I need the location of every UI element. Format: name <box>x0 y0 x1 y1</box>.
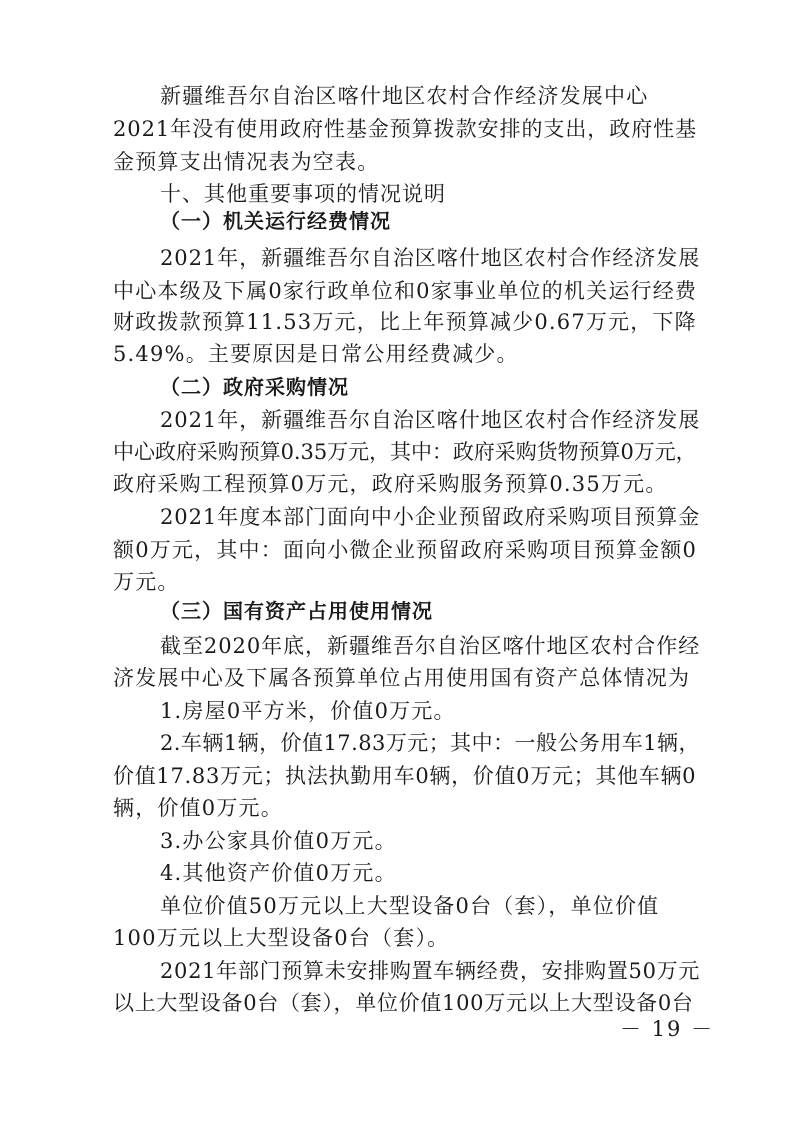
text-line: 2021年，新疆维吾尔自治区喀什地区农村合作经济发展 <box>160 408 701 432</box>
text-line: 100万元以上大型设备0台（套）。 <box>113 926 450 950</box>
section-heading: 十、其他重要事项的情况说明 <box>160 182 446 206</box>
subsection-heading: （一）机关运行经费情况 <box>160 209 391 233</box>
text-line: 2.车辆1辆，价值17.83万元；其中：一般公务用车1辆， <box>160 731 700 755</box>
text-line: 辆，价值0万元。 <box>113 796 283 820</box>
text-line: 财政拨款预算11.53万元，比上年预算减少0.67万元，下降 <box>113 310 697 334</box>
text-line: 3.办公家具价值0万元。 <box>160 829 397 853</box>
text-line: 2021年部门预算未安排购置车辆经费，安排购置50万元 <box>160 959 701 983</box>
text-line: 价值17.83万元；执法执勤用车0辆，价值0万元；其他车辆0 <box>113 764 697 788</box>
text-line: 截至2020年底，新疆维吾尔自治区喀什地区农村合作经 <box>160 634 701 658</box>
text-line: 1.房屋0平方米，价值0万元。 <box>160 699 456 723</box>
text-line: 2021年没有使用政府性基金预算拨款安排的支出，政府性基 <box>113 117 698 141</box>
text-line: 政府采购工程预算0万元，政府采购服务预算0.35万元。 <box>113 472 668 496</box>
subsection-heading: （二）政府采购情况 <box>160 375 349 399</box>
text-line: 新疆维吾尔自治区喀什地区农村合作经济发展中心 <box>160 84 649 108</box>
text-line: 额0万元，其中：面向小微企业预留政府采购项目预算金额0 <box>113 538 698 562</box>
text-line: 2021年度本部门面向中小企业预留政府采购项目预算金 <box>160 505 701 529</box>
text-line: 5.49%。主要原因是日常公用经费减少。 <box>113 342 519 366</box>
text-line: 2021年，新疆维吾尔自治区喀什地区农村合作经济发展 <box>160 246 701 270</box>
text-line: 中心本级及下属0家行政单位和0家事业单位的机关运行经费 <box>113 279 698 303</box>
page-number: － 19 － <box>620 1017 715 1041</box>
text-line: 金预算支出情况表为空表。 <box>113 150 380 174</box>
text-line: 济发展中心及下属各预算单位占用使用国有资产总体情况为 <box>113 666 691 690</box>
text-line: 以上大型设备0台（套），单位价值100万元以上大型设备0台 <box>113 991 694 1015</box>
text-line: 万元。 <box>113 570 180 594</box>
subsection-heading: （三）国有资产占用使用情况 <box>160 599 433 623</box>
text-line: 中心政府采购预算0.35万元，其中：政府采购货物预算0万元， <box>113 440 697 464</box>
text-line: 单位价值50万元以上大型设备0台（套），单位价值 <box>160 894 660 918</box>
text-line: 4.其他资产价值0万元。 <box>160 861 397 885</box>
